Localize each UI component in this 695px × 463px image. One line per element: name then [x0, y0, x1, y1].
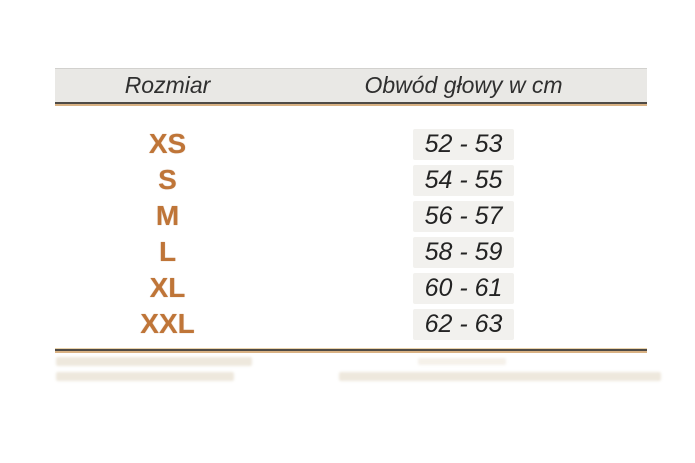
circumference-cell	[280, 126, 647, 162]
circumference-value: 58 - 59	[413, 237, 515, 268]
faded-text-artifact	[56, 357, 252, 366]
circumference-cell	[280, 162, 647, 198]
faded-text-artifact	[339, 372, 661, 381]
column-header-size: Rozmiar	[124, 72, 211, 98]
circumference-value: 52 - 53	[413, 129, 515, 160]
faded-text-artifact	[418, 358, 506, 365]
table-row	[55, 270, 647, 306]
table-row	[55, 126, 647, 162]
circumference-cell	[280, 306, 647, 342]
faded-text-artifacts	[55, 353, 647, 399]
circumference-cell	[280, 198, 647, 234]
circumference-cell	[280, 234, 647, 270]
size-cell: S	[158, 164, 177, 195]
table-row	[55, 198, 647, 234]
size-table	[55, 68, 647, 399]
size-cell: M	[155, 200, 180, 231]
circumference-value: 62 - 63	[413, 309, 515, 340]
table-body	[55, 106, 647, 342]
faded-text-artifact	[56, 372, 234, 381]
circumference-value: 60 - 61	[413, 273, 515, 304]
circumference-cell	[280, 270, 647, 306]
table-row	[55, 162, 647, 198]
circumference-value: 56 - 57	[413, 201, 515, 232]
column-header-circumference: Obwód głowy w cm	[364, 72, 563, 98]
circumference-value: 54 - 55	[413, 165, 515, 196]
table-header-row	[55, 68, 647, 102]
size-cell: L	[158, 236, 177, 267]
size-cell: XL	[149, 272, 186, 303]
table-row	[55, 306, 647, 342]
size-cell: XXL	[140, 308, 195, 339]
size-cell: XS	[148, 128, 187, 159]
table-row	[55, 234, 647, 270]
